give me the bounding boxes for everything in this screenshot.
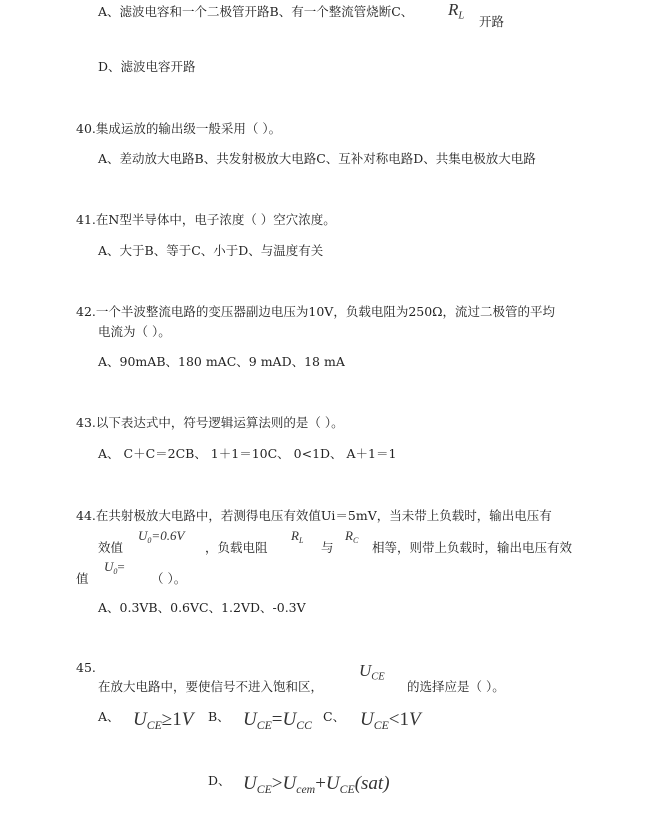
q45-opt-d-paren: (sat) bbox=[354, 773, 390, 794]
q44-rl-sub: L bbox=[298, 535, 304, 545]
q44-rl-symbol bbox=[291, 528, 303, 545]
q39-options-line: A、滤波电容和一个二极管开路B、有一个整流管烧断C、 bbox=[98, 4, 414, 19]
q39-rl-var: R bbox=[448, 0, 459, 19]
q42-options: A、90mAB、180 mAC、9 mAD、18 mA bbox=[98, 354, 345, 369]
q43-stem: 43.以下表达式中，符号逻辑运算法则的是（ ）。 bbox=[76, 415, 344, 430]
q44-rl-var: R bbox=[291, 528, 299, 543]
q40-options: A、差动放大电路B、共发射极放大电路C、互补对称电路D、共集电极放大电路 bbox=[98, 151, 536, 166]
q44-u0-formula bbox=[138, 528, 184, 545]
q45-option-a-formula bbox=[133, 709, 193, 733]
q44-u0-sub: 0 bbox=[147, 535, 152, 545]
q44-stem-line1: 44.在共射极放大电路中，若测得电压有效值Ui＝5mV，当未带上负载时，输出电压有 bbox=[76, 508, 552, 523]
q45-option-c-label: C、 bbox=[323, 709, 346, 724]
q45-opt-d-var: U bbox=[243, 773, 257, 794]
q45-opt-d-sub: CE bbox=[256, 783, 272, 797]
q39-rl-suffix: 开路 bbox=[479, 14, 505, 29]
q41-stem: 41.在N型半导体中，电子浓度（ ）空穴浓度。 bbox=[76, 212, 336, 227]
q45-uce-var: U bbox=[359, 661, 372, 680]
q44-rc-var: R bbox=[345, 528, 353, 543]
q45-opt-a-var: U bbox=[133, 709, 147, 730]
q45-uce-symbol bbox=[359, 661, 385, 683]
q42-stem-line1: 42.一个半波整流电路的变压器副边电压为10V，负载电阻为250Ω，流过二极管的平均 bbox=[76, 304, 556, 319]
q39-option-d: D、滤波电容开路 bbox=[98, 59, 196, 74]
q44-line2-b: ，负载电阻 bbox=[205, 540, 268, 555]
q45-opt-b-var: U bbox=[243, 709, 257, 730]
q44-u0-prime bbox=[104, 559, 125, 576]
q44-rc-sub: C bbox=[352, 535, 359, 545]
q39-rl-symbol bbox=[448, 0, 464, 22]
q45-opt-d-rel: > bbox=[271, 773, 283, 794]
q45-uce-sub: CE bbox=[371, 671, 385, 683]
q44-u0p-eq: = bbox=[117, 559, 125, 574]
q44-line2-c: 与 bbox=[321, 540, 334, 555]
q45-opt-c-rel: <1 bbox=[388, 709, 409, 730]
q45-option-d-label: D、 bbox=[208, 773, 231, 788]
q45-option-c-formula bbox=[360, 709, 421, 733]
q45-stem-b: 的选择应是（ ）。 bbox=[407, 679, 505, 694]
q45-stem-a: 在放大电路中，要使信号不进入饱和区， bbox=[98, 679, 324, 694]
q44-options: A、0.3VB、0.6VC、1.2VD、-0.3V bbox=[98, 600, 306, 615]
q45-opt-b-sub: CE bbox=[256, 719, 272, 733]
q44-u0p-var: U bbox=[104, 559, 114, 574]
q45-opt-d-var2: U bbox=[282, 773, 297, 794]
q45-option-a-label: A、 bbox=[98, 709, 120, 724]
q41-options: A、大于B、等于C、小于D、与温度有关 bbox=[98, 243, 324, 258]
q45-opt-a-rel: ≥1 bbox=[161, 709, 182, 730]
q45-opt-d-sub3: CE bbox=[339, 783, 355, 797]
q45-opt-d-plus: + bbox=[315, 773, 326, 794]
q45-number: 45. bbox=[76, 660, 96, 675]
q44-rc-symbol bbox=[345, 528, 358, 545]
q45-opt-b-var2: U bbox=[282, 709, 297, 730]
q44-u0-var: U bbox=[138, 528, 148, 543]
q45-opt-c-var: U bbox=[360, 709, 374, 730]
q44-u0-value: =0.6V bbox=[151, 528, 185, 543]
q44-line2-d: 相等，则带上负载时，输出电压有效 bbox=[372, 540, 573, 555]
q45-opt-d-sub2: cem bbox=[296, 783, 316, 797]
q40-stem: 40.集成运放的输出级一般采用（ ）。 bbox=[76, 121, 282, 136]
q39-rl-sub: L bbox=[458, 10, 465, 22]
q45-opt-b-rel: = bbox=[271, 709, 283, 730]
q45-opt-c-sub: CE bbox=[373, 719, 389, 733]
q45-opt-b-sub2: CC bbox=[296, 719, 312, 733]
q45-option-b-formula bbox=[243, 709, 312, 733]
q45-option-b-label: B、 bbox=[208, 709, 230, 724]
q45-opt-a-sub: CE bbox=[146, 719, 162, 733]
q45-opt-d-var3: U bbox=[325, 773, 340, 794]
q44-line3-b: （ ）。 bbox=[151, 571, 187, 586]
q44-line2-a: 效值 bbox=[98, 540, 124, 555]
q42-stem-line2: 电流为（ ）。 bbox=[98, 324, 171, 339]
q45-opt-a-unit: V bbox=[181, 709, 194, 730]
q44-u0p-sub: 0 bbox=[113, 566, 118, 576]
q45-opt-c-unit: V bbox=[409, 709, 421, 730]
q43-options: A、 C＋C＝2CB、 1＋1＝10C、 0<1D、 A＋1＝1 bbox=[98, 446, 397, 461]
q44-line3-a: 值 bbox=[76, 571, 89, 586]
q45-option-d-formula bbox=[243, 773, 390, 797]
